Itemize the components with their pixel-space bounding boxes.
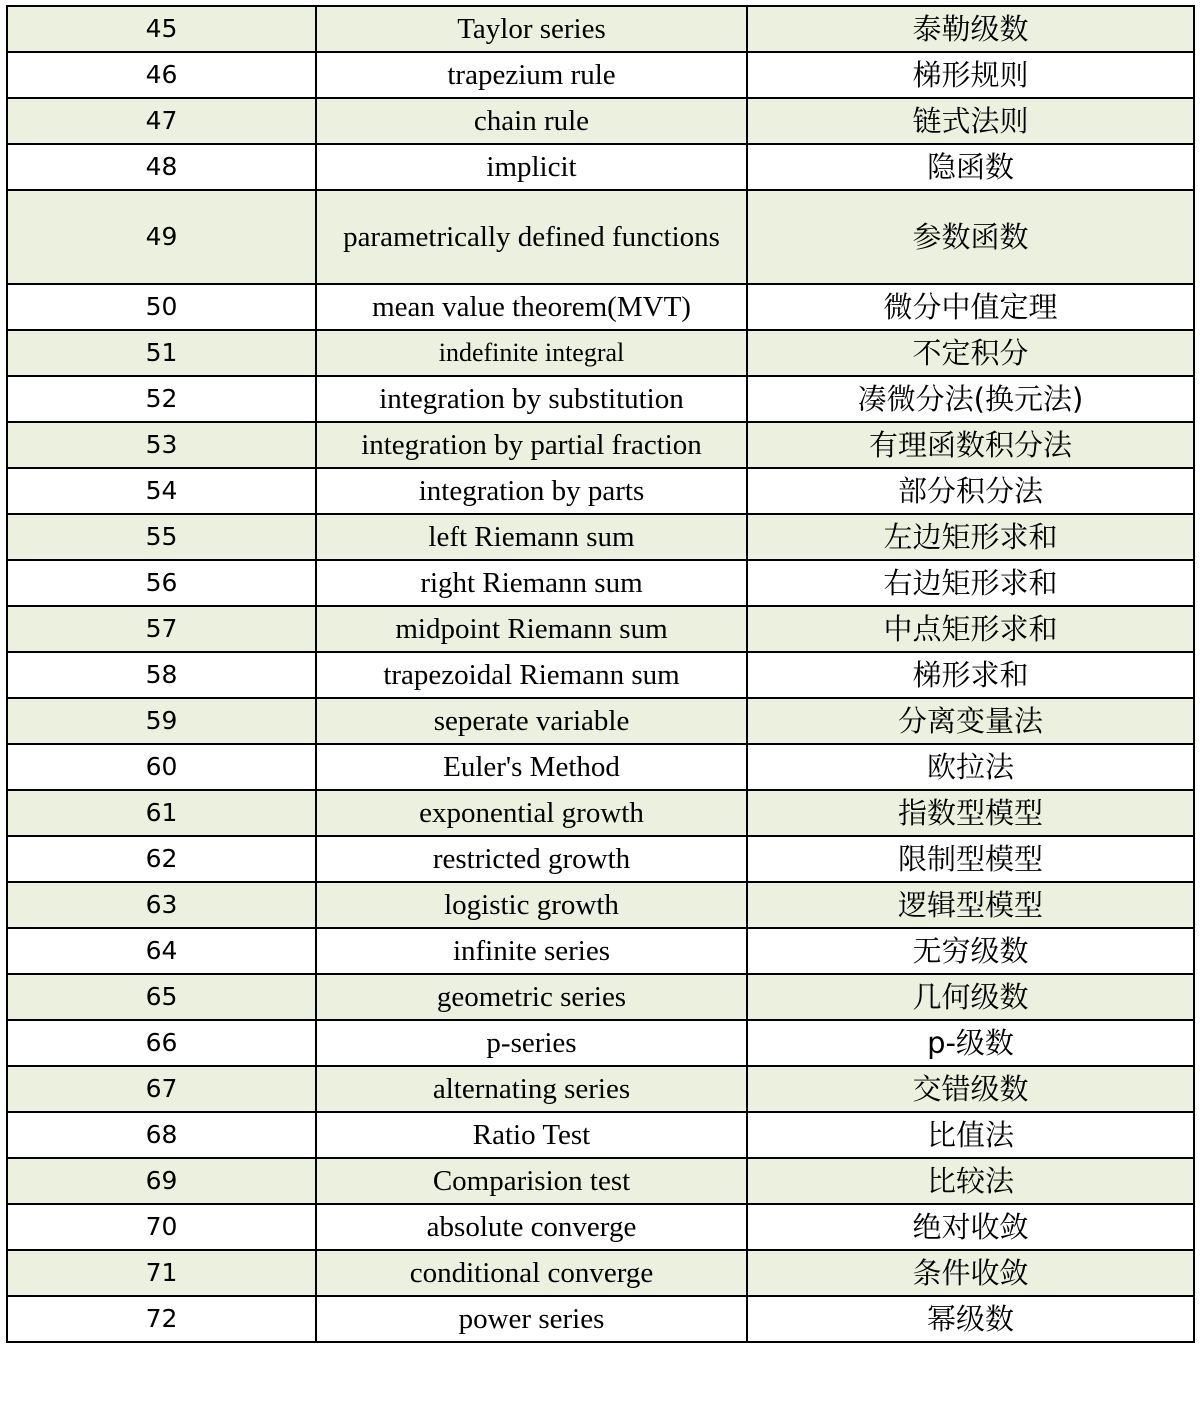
table-row <box>7 606 1194 652</box>
term-number: 63 <box>7 882 316 928</box>
table-row <box>7 284 1194 330</box>
table-row <box>7 1204 1194 1250</box>
chinese-term: 参数函数 <box>747 190 1194 284</box>
table-row <box>7 376 1194 422</box>
table-row <box>7 836 1194 882</box>
chinese-term: 比较法 <box>747 1158 1194 1204</box>
term-number: 54 <box>7 468 316 514</box>
chinese-term: p-级数 <box>747 1020 1194 1066</box>
english-term: trapezoidal Riemann sum <box>316 652 747 698</box>
table-row <box>7 468 1194 514</box>
english-term: p-series <box>316 1020 747 1066</box>
table-row <box>7 1250 1194 1296</box>
english-term: midpoint Riemann sum <box>316 606 747 652</box>
term-number: 57 <box>7 606 316 652</box>
english-term: conditional converge <box>316 1250 747 1296</box>
table-row <box>7 1158 1194 1204</box>
term-number: 58 <box>7 652 316 698</box>
chinese-term: 指数型模型 <box>747 790 1194 836</box>
chinese-term: 比值法 <box>747 1112 1194 1158</box>
term-number: 62 <box>7 836 316 882</box>
term-number: 46 <box>7 52 316 98</box>
chinese-term: 有理函数积分法 <box>747 422 1194 468</box>
english-term: implicit <box>316 144 747 190</box>
term-number: 64 <box>7 928 316 974</box>
chinese-term: 梯形规则 <box>747 52 1194 98</box>
term-number: 68 <box>7 1112 316 1158</box>
table-row <box>7 974 1194 1020</box>
chinese-term: 梯形求和 <box>747 652 1194 698</box>
term-number: 45 <box>7 6 316 52</box>
term-number: 72 <box>7 1296 316 1342</box>
table-row <box>7 698 1194 744</box>
table-row <box>7 790 1194 836</box>
table-row <box>7 52 1194 98</box>
table-row <box>7 1066 1194 1112</box>
term-number: 53 <box>7 422 316 468</box>
table-row <box>7 744 1194 790</box>
english-term: exponential growth <box>316 790 747 836</box>
term-number: 48 <box>7 144 316 190</box>
english-term: trapezium rule <box>316 52 747 98</box>
table-row <box>7 652 1194 698</box>
chinese-term: 逻辑型模型 <box>747 882 1194 928</box>
table-row <box>7 422 1194 468</box>
table-row <box>7 98 1194 144</box>
chinese-term: 幂级数 <box>747 1296 1194 1342</box>
english-term: parametrically defined functions <box>316 190 747 284</box>
table-row <box>7 1296 1194 1342</box>
chinese-term: 左边矩形求和 <box>747 514 1194 560</box>
chinese-term: 欧拉法 <box>747 744 1194 790</box>
english-term: integration by substitution <box>316 376 747 422</box>
term-number: 71 <box>7 1250 316 1296</box>
chinese-term: 几何级数 <box>747 974 1194 1020</box>
table-row <box>7 514 1194 560</box>
term-number: 50 <box>7 284 316 330</box>
chinese-term: 无穷级数 <box>747 928 1194 974</box>
table-row <box>7 330 1194 376</box>
english-term: Euler's Method <box>316 744 747 790</box>
term-number: 55 <box>7 514 316 560</box>
term-number: 69 <box>7 1158 316 1204</box>
english-term: mean value theorem(MVT) <box>316 284 747 330</box>
english-term: Comparision test <box>316 1158 747 1204</box>
chinese-term: 凑微分法(换元法) <box>747 376 1194 422</box>
english-term: integration by partial fraction <box>316 422 747 468</box>
table-row <box>7 144 1194 190</box>
glossary-body <box>7 6 1194 1342</box>
english-term: restricted growth <box>316 836 747 882</box>
english-term: infinite series <box>316 928 747 974</box>
english-term: left Riemann sum <box>316 514 747 560</box>
english-term: absolute converge <box>316 1204 747 1250</box>
glossary-table <box>6 5 1195 1343</box>
chinese-term: 不定积分 <box>747 330 1194 376</box>
term-number: 70 <box>7 1204 316 1250</box>
english-term: logistic growth <box>316 882 747 928</box>
chinese-term: 交错级数 <box>747 1066 1194 1112</box>
chinese-term: 分离变量法 <box>747 698 1194 744</box>
table-row <box>7 928 1194 974</box>
term-number: 60 <box>7 744 316 790</box>
english-term: right Riemann sum <box>316 560 747 606</box>
term-number: 67 <box>7 1066 316 1112</box>
chinese-term: 中点矩形求和 <box>747 606 1194 652</box>
table-row <box>7 882 1194 928</box>
chinese-term: 部分积分法 <box>747 468 1194 514</box>
chinese-term: 右边矩形求和 <box>747 560 1194 606</box>
table-row <box>7 190 1194 284</box>
term-number: 49 <box>7 190 316 284</box>
term-number: 65 <box>7 974 316 1020</box>
table-row <box>7 6 1194 52</box>
english-term: chain rule <box>316 98 747 144</box>
english-term: indefinite integral <box>316 330 747 376</box>
chinese-term: 绝对收敛 <box>747 1204 1194 1250</box>
table-row <box>7 560 1194 606</box>
english-term: alternating series <box>316 1066 747 1112</box>
term-number: 47 <box>7 98 316 144</box>
chinese-term: 泰勒级数 <box>747 6 1194 52</box>
english-term: integration by parts <box>316 468 747 514</box>
term-number: 59 <box>7 698 316 744</box>
chinese-term: 限制型模型 <box>747 836 1194 882</box>
term-number: 51 <box>7 330 316 376</box>
chinese-term: 条件收敛 <box>747 1250 1194 1296</box>
chinese-term: 隐函数 <box>747 144 1194 190</box>
chinese-term: 微分中值定理 <box>747 284 1194 330</box>
english-term: Taylor series <box>316 6 747 52</box>
table-row <box>7 1112 1194 1158</box>
term-number: 52 <box>7 376 316 422</box>
chinese-term: 链式法则 <box>747 98 1194 144</box>
term-number: 61 <box>7 790 316 836</box>
english-term: seperate variable <box>316 698 747 744</box>
term-number: 56 <box>7 560 316 606</box>
english-term: Ratio Test <box>316 1112 747 1158</box>
english-term: power series <box>316 1296 747 1342</box>
english-term: geometric series <box>316 974 747 1020</box>
table-row <box>7 1020 1194 1066</box>
term-number: 66 <box>7 1020 316 1066</box>
